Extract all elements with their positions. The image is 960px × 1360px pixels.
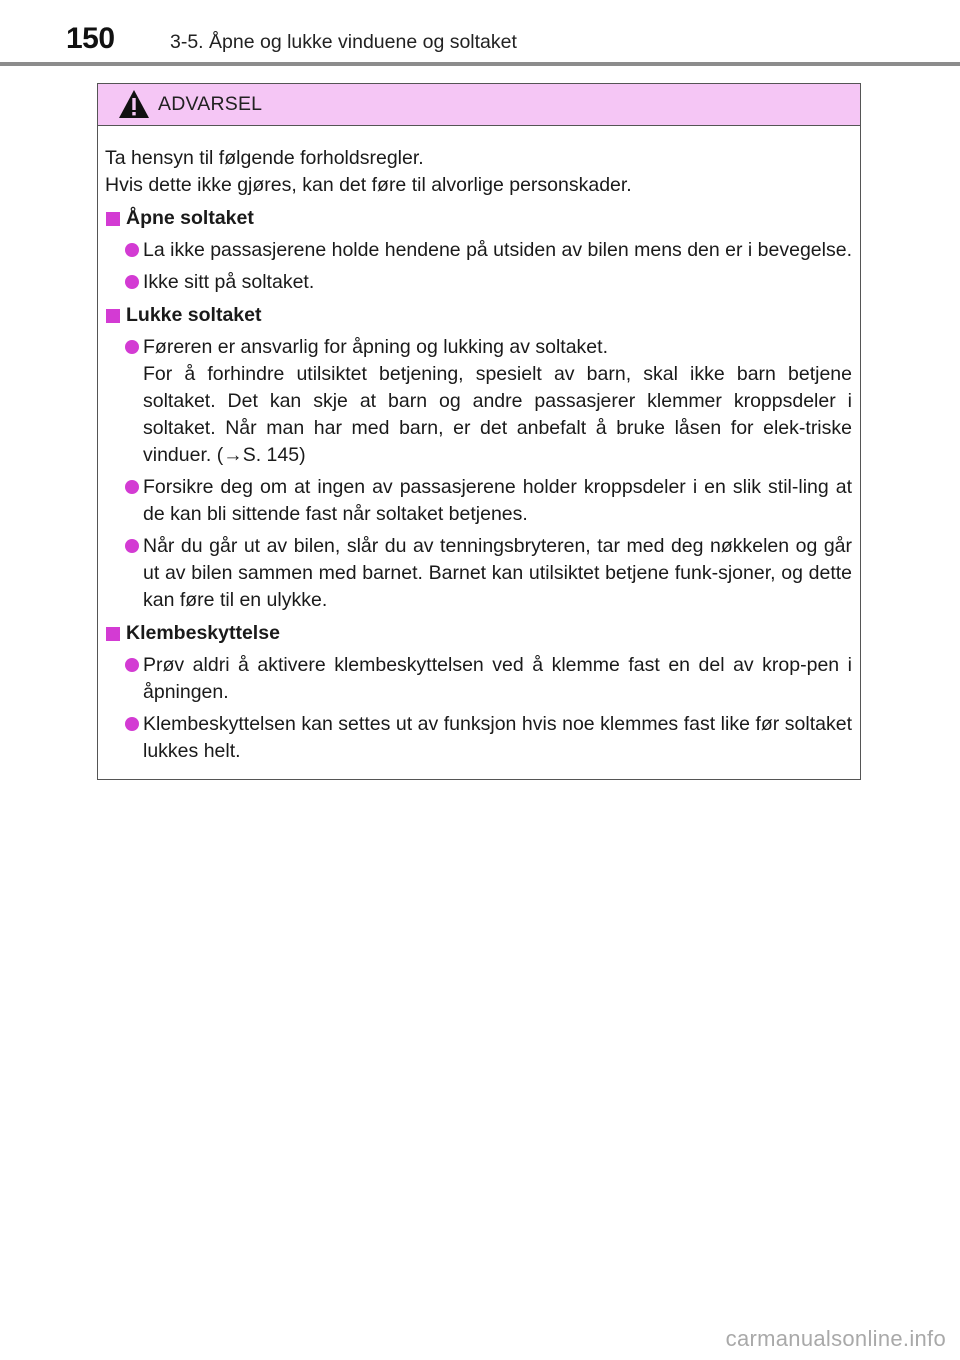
round-bullet-icon — [125, 652, 143, 666]
section-heading-label: Klembeskyttelse — [126, 622, 280, 644]
round-bullet-icon — [125, 334, 143, 348]
list-item-text: Prøv aldri å aktivere klembeskyttelsen ved å klemme fast en del av krop-pen i åpningen. — [143, 654, 852, 703]
section-pinch-protection — [105, 620, 852, 765]
section-title: 3-5. Åpne og lukke vinduene og soltaket — [170, 31, 517, 53]
page-header — [0, 0, 960, 70]
header-rule — [0, 62, 960, 66]
square-bullet-icon — [106, 627, 120, 641]
warning-box — [97, 83, 861, 780]
square-bullet-icon — [106, 212, 120, 226]
list-item — [125, 711, 852, 765]
section-heading — [105, 302, 852, 329]
section-close-sunroof — [105, 302, 852, 614]
list-item-text: Når du går ut av bilen, slår du av tenningsbryteren, tar med deg nøkkelen og går ut av bilen sammen med barnet. Barnet kan utilsiktet betjene funk-sjoner, og dette kan føre til en ulykke. — [143, 535, 852, 611]
list-item — [125, 237, 852, 264]
list-item — [125, 533, 852, 614]
section-open-sunroof — [105, 205, 852, 296]
watermark: carmanualsonline.info — [725, 1326, 946, 1351]
square-bullet-icon — [106, 309, 120, 323]
round-bullet-icon — [125, 269, 143, 283]
warning-triangle-icon — [118, 89, 150, 119]
round-bullet-icon — [125, 711, 143, 725]
list-item-text: Føreren er ansvarlig for åpning og lukking av soltaket. — [143, 336, 608, 358]
warning-header — [98, 84, 860, 126]
list-item — [125, 474, 852, 528]
list-item — [125, 652, 852, 706]
round-bullet-icon — [125, 474, 143, 488]
warning-body — [98, 126, 860, 765]
list-item-text: La ikke passasjerene holde hendene på utsiden av bilen mens den er i bevegelse. — [143, 239, 852, 261]
intro-line: Ta hensyn til følgende forholdsregler. — [105, 147, 424, 169]
list-item-text: Ikke sitt på soltaket. — [143, 271, 315, 293]
page-number: 150 — [66, 22, 115, 55]
section-heading — [105, 620, 852, 647]
list-item-text: Klembeskyttelsen kan settes ut av funksjon hvis noe klemmes fast like før soltaket lukkes helt. — [143, 713, 852, 762]
round-bullet-icon — [125, 533, 143, 547]
section-heading-label: Åpne soltaket — [126, 207, 254, 229]
warning-title: ADVARSEL — [158, 93, 263, 115]
list-item — [125, 334, 852, 469]
section-heading-label: Lukke soltaket — [126, 304, 262, 326]
list-item-text: Forsikre deg om at ingen av passasjerene holder kroppsdeler i en slik stil-ling at de kan bli sittende fast når soltaket betjenes. — [143, 476, 852, 525]
list-item-text: For å forhindre utilsiktet betjening, spesielt av barn, skal ikke barn betjene soltaket. Det kan skje at barn og andre passasjerer klemmer kroppsdeler i soltaket. Når man har med barn, er det anbefalt å bruke låsen for elek-triske vinduer. (→S. 145) — [143, 363, 852, 466]
section-heading — [105, 205, 852, 232]
round-bullet-icon — [125, 237, 143, 251]
list-item — [125, 269, 852, 296]
intro-line: Hvis dette ikke gjøres, kan det føre til alvorlige personskader. — [105, 174, 632, 196]
